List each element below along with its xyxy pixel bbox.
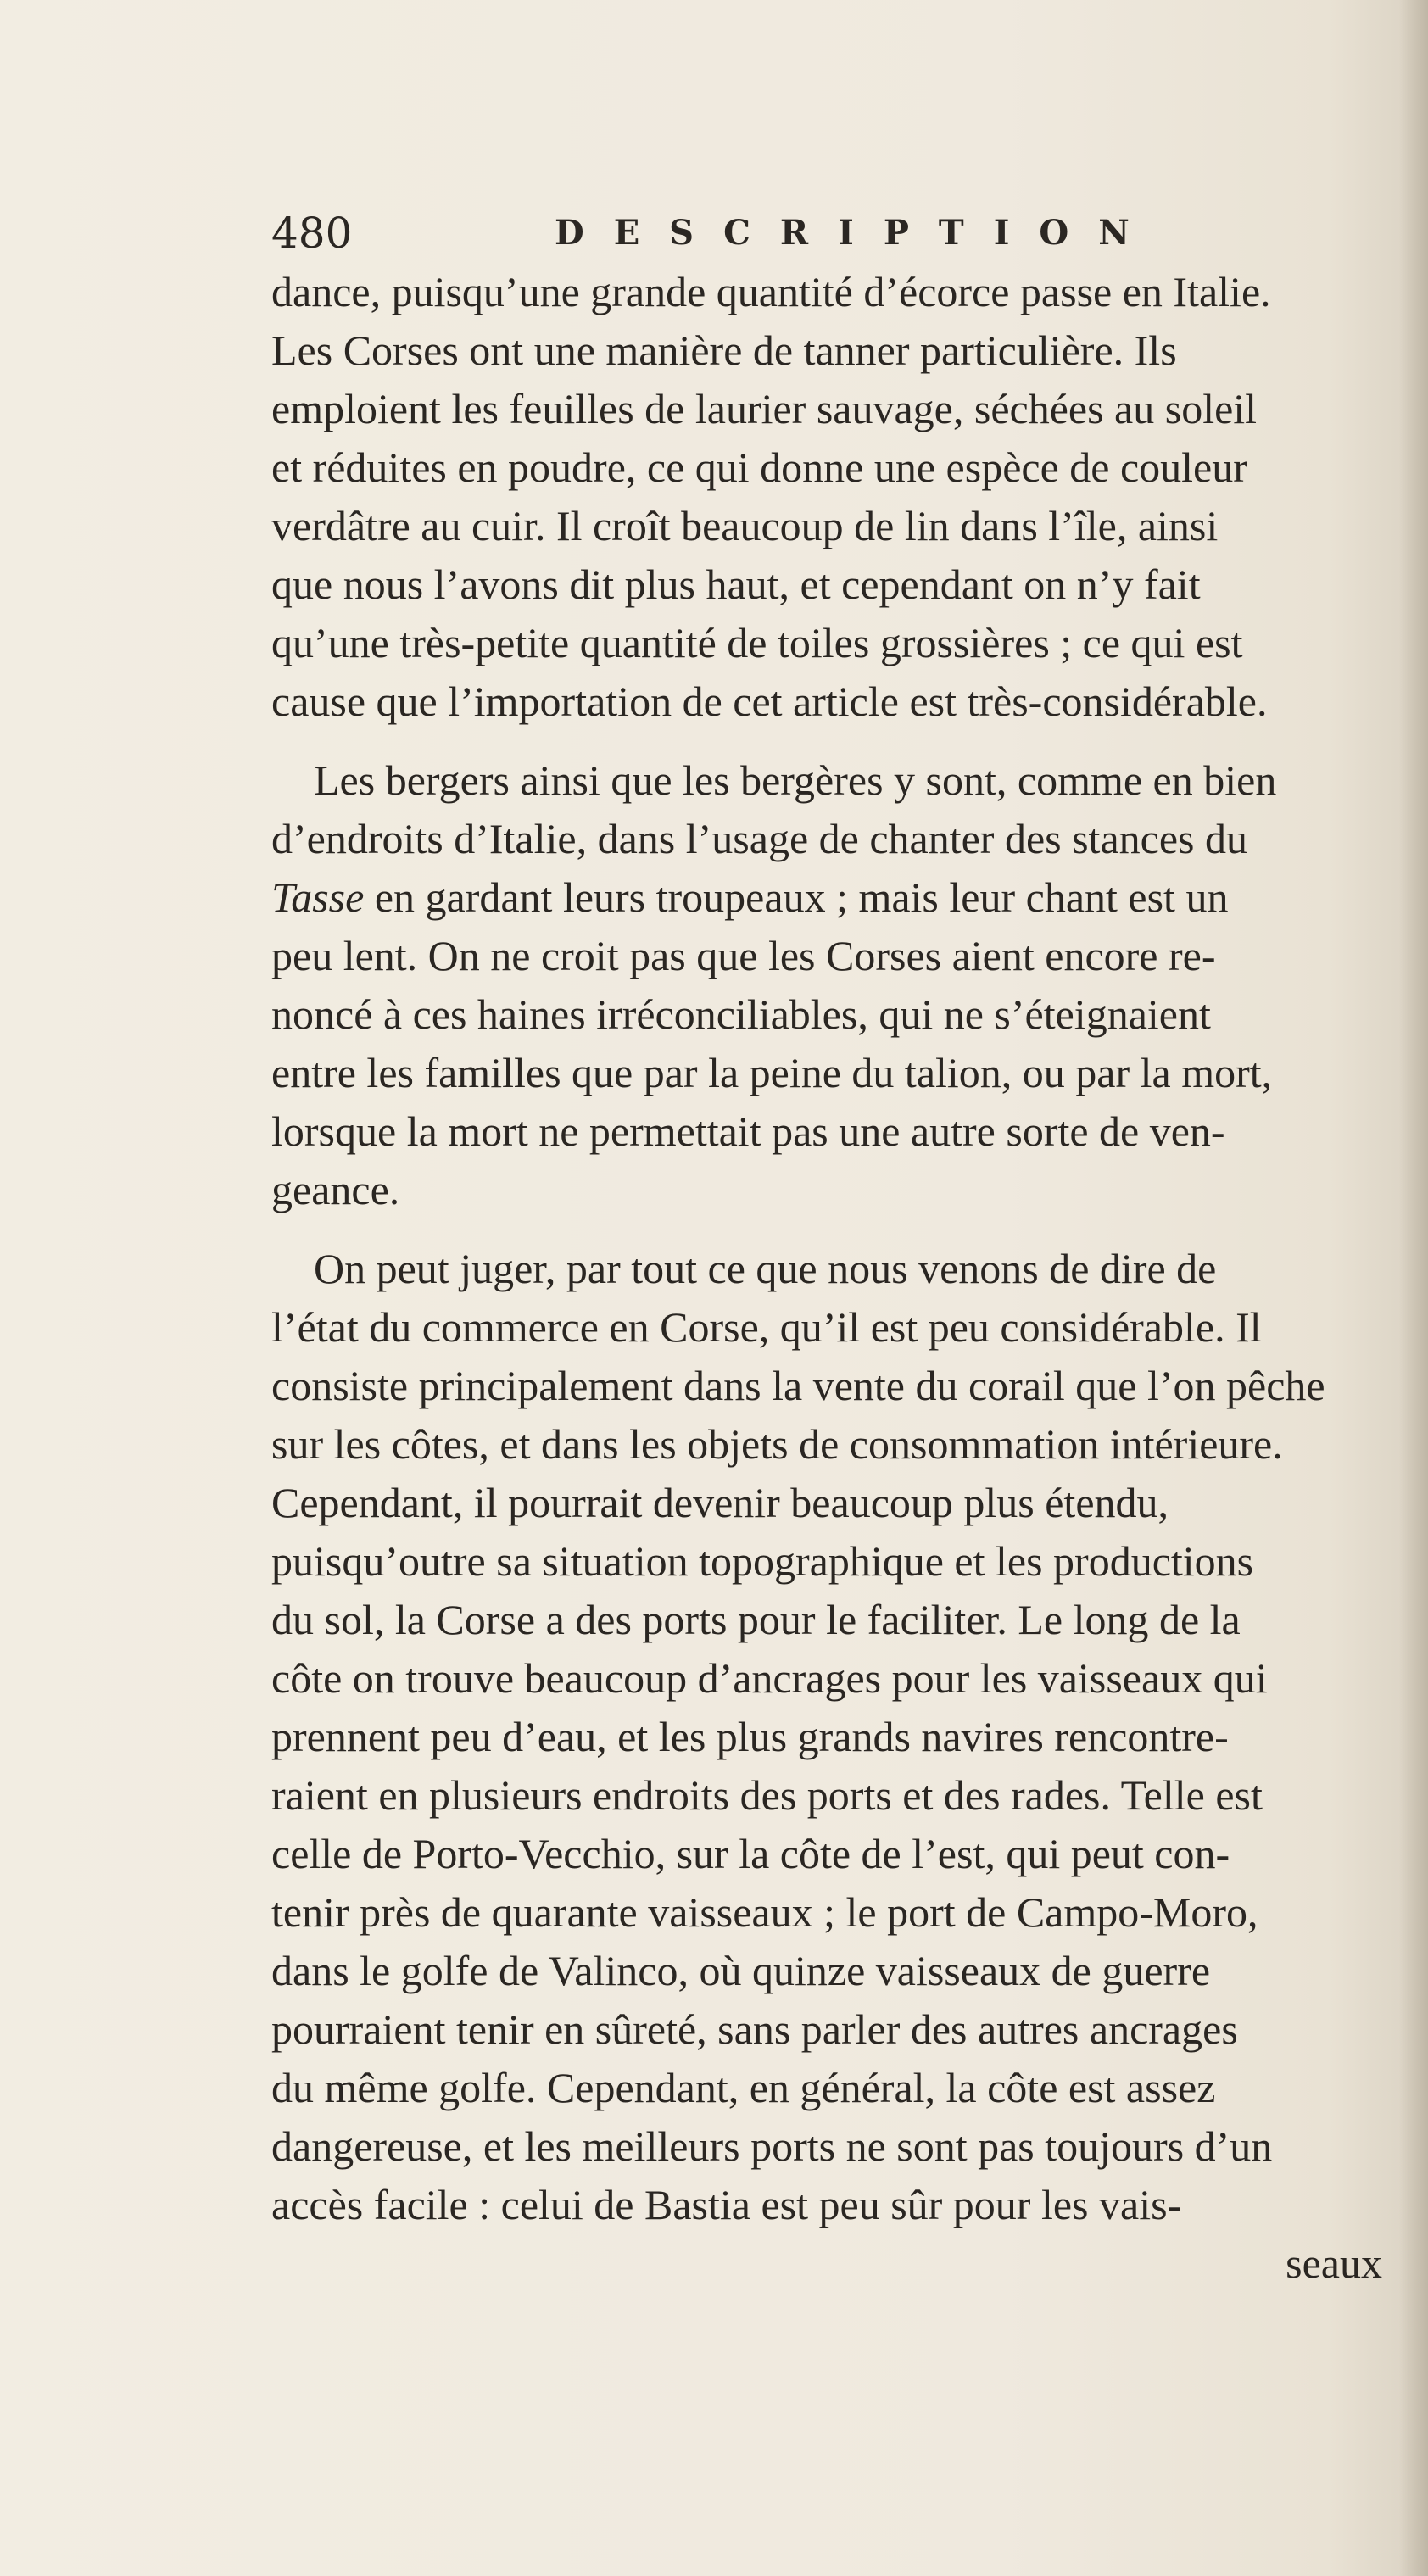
text-line: prennent peu d’eau, et les plus grands navires rencontre- <box>271 1713 1229 1760</box>
text-line: du même golfe. Cependant, en général, la côte est assez <box>271 2064 1216 2111</box>
text-line: côte on trouve beaucoup d’ancrages pour les vaisseaux qui <box>271 1654 1268 1702</box>
page-header <box>271 204 1159 263</box>
text-line: dance, puisqu’une grande quantité d’écorce passe en Italie. <box>271 268 1271 315</box>
text-line: l’état du commerce en Corse, qu’il est peu considérable. Il <box>271 1303 1262 1351</box>
text-line: cause que l’importation de cet article est très-considérable. <box>271 677 1268 725</box>
text-line: consiste principalement dans la vente du corail que l’on pêche <box>271 1362 1325 1409</box>
text-line: noncé à ces haines irréconciliables, qui ne s’éteignaient <box>271 990 1211 1038</box>
text-line: dangereuse, et les meilleurs ports ne sont pas toujours d’un <box>271 2122 1273 2170</box>
text-line: sur les côtes, et dans les objets de consommation intérieure. <box>271 1420 1283 1468</box>
running-head: DESCRIPTION <box>555 213 1159 253</box>
text-line: emploient les feuilles de laurier sauvage, séchées au soleil <box>271 385 1258 432</box>
catchword: seaux <box>1286 2239 1382 2287</box>
italic-tasse: Tasse <box>271 873 365 921</box>
text-line: lorsque la mort ne permettait pas une autre sorte de ven- <box>271 1107 1225 1155</box>
catchword-row <box>271 2234 1382 2293</box>
text-line: qu’une très-petite quantité de toiles grossières ; ce qui est <box>271 619 1243 666</box>
page-edge-shadow <box>1399 0 1428 2576</box>
text-line: geance. <box>271 1166 400 1213</box>
text-line: verdâtre au cuir. Il croît beaucoup de lin dans l’île, ainsi <box>271 502 1219 549</box>
text-line: d’endroits d’Italie, dans l’usage de chanter des stances du <box>271 815 1247 862</box>
paragraph-tanning-linen <box>271 263 1382 731</box>
text-line: peu lent. On ne croit pas que les Corses aient encore re- <box>271 932 1216 979</box>
text-line: tenir près de quarante vaisseaux ; le port de Campo-Moro, <box>271 1888 1258 1936</box>
text-line: du sol, la Corse a des ports pour le faciliter. Le long de la <box>271 1596 1241 1643</box>
paragraph-shepherds-vendetta <box>271 751 1382 1219</box>
page-number: 480 <box>271 209 353 258</box>
body-text <box>271 263 1382 2293</box>
text-line: et réduites en poudre, ce qui donne une espèce de couleur <box>271 443 1247 491</box>
text-line: Les bergers ainsi que les bergères y sont, comme en bien <box>314 756 1277 804</box>
text-line: accès facile : celui de Bastia est peu sûr pour les vais- <box>271 2181 1182 2228</box>
text-line: que nous l’avons dit plus haut, et cependant on n’y fait <box>271 560 1201 608</box>
text-line: entre les familles que par la peine du talion, ou par la mort, <box>271 1049 1273 1096</box>
paragraph-commerce-ports <box>271 1240 1382 2234</box>
text-line: Les Corses ont une manière de tanner particulière. Ils <box>271 326 1177 374</box>
text-line: pourraient tenir en sûreté, sans parler des autres ancrages <box>271 2005 1238 2053</box>
text-line: dans le golfe de Valinco, où quinze vaisseaux de guerre <box>271 1947 1211 1994</box>
text-line: Cependant, il pourrait devenir beaucoup plus étendu, <box>271 1479 1169 1526</box>
text-line: puisqu’outre sa situation topographique et les productions <box>271 1537 1254 1585</box>
text-line: Tasse en gardant leurs troupeaux ; mais leur chant est un <box>271 873 1229 921</box>
text-line: raient en plusieurs endroits des ports et des rades. Telle est <box>271 1771 1263 1819</box>
text-line: On peut juger, par tout ce que nous venons de dire de <box>314 1245 1217 1292</box>
text-line: celle de Porto-Vecchio, sur la côte de l’est, qui peut con- <box>271 1830 1230 1877</box>
